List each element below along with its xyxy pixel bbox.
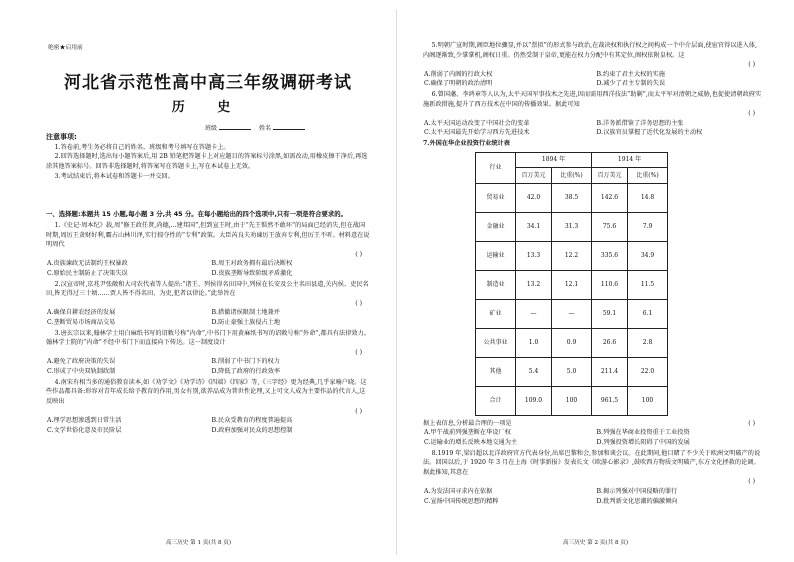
subject-title: 历 史 bbox=[171, 100, 245, 115]
option-c[interactable]: C.确保了明朝的政治清明 bbox=[424, 80, 493, 88]
answer-paren: ( ) bbox=[355, 299, 362, 307]
question-5 bbox=[423, 41, 763, 89]
option-d[interactable]: D.政府加强对民众的思想控制 bbox=[211, 426, 293, 434]
question-stem bbox=[423, 419, 763, 429]
answer-paren: ( ) bbox=[748, 61, 755, 69]
table-cell: 31.3 bbox=[552, 212, 592, 241]
option-d[interactable]: D.降低了政府的行政效率 bbox=[211, 368, 281, 376]
questions-right bbox=[423, 40, 763, 506]
table-cell: 12.2 bbox=[552, 241, 592, 270]
table-cell: 211.4 bbox=[592, 357, 628, 386]
question-stem: 6.曾国藩、李鸿章等人认为,太平天国军事技术之先进,因而需用西洋技法“助剿”,而太平军对清朝之威胁,也促使清朝政府实施新政措施,提升了西方技术在中国的传播效果。据此可知 bbox=[423, 91, 762, 108]
table-cell: 7.9 bbox=[628, 212, 668, 241]
question-3 bbox=[46, 329, 370, 377]
table-row bbox=[476, 270, 668, 299]
table-cell: 2.8 bbox=[628, 328, 668, 357]
table-cell: 13.2 bbox=[516, 270, 552, 299]
options bbox=[46, 357, 370, 376]
option-c[interactable]: C.太平天国最先开始学习西方先进技术 bbox=[424, 129, 530, 137]
table-cell: 22.0 bbox=[628, 357, 668, 386]
table-cell: 59.1 bbox=[592, 299, 628, 328]
table-row-label: 制造业 bbox=[476, 270, 516, 299]
table-cell: 34.9 bbox=[628, 241, 668, 270]
option-a[interactable]: A.理学思想渗透到日常生活 bbox=[47, 417, 122, 425]
question-stem: 4.南宋有相当多的通俗教育读本,如《劝学文》《劝学诗》《四端》《四家》等,《三字经》更为经典,几乎家喻户晓。这些作品都具备:形容对青年成长给予教育的作用,男女有别,欲养品成为普世性论理,又上可文人成为主要作品的代言人,这反映出 bbox=[46, 378, 367, 405]
answer-paren: ( ) bbox=[748, 110, 755, 118]
table-row bbox=[476, 241, 668, 270]
table-row-label: 矿业 bbox=[476, 299, 516, 328]
table-cell: 42.0 bbox=[516, 183, 552, 212]
table-cell: 6.1 bbox=[628, 299, 668, 328]
table-cell: 110.6 bbox=[592, 270, 628, 299]
options bbox=[46, 259, 370, 278]
table-cell: 1.0 bbox=[516, 328, 552, 357]
table-cell: 34.1 bbox=[516, 212, 552, 241]
question-1 bbox=[46, 221, 370, 279]
table-subheader: 比重(%) bbox=[628, 168, 668, 184]
page-footer: 高三历史 第 2 页(共 8 页) bbox=[562, 540, 629, 547]
table-row bbox=[476, 183, 668, 212]
answer-paren: ( ) bbox=[355, 407, 362, 415]
option-a[interactable]: A.贵族谏政无法制约王权暴政 bbox=[47, 260, 128, 268]
option-a[interactable]: A.甲午战前列强垄断在华设厂权 bbox=[424, 429, 511, 437]
table-row-label: 合计 bbox=[476, 386, 516, 415]
table-cell: — bbox=[516, 299, 552, 328]
answer-paren: ( ) bbox=[355, 348, 362, 356]
table-header-industry: 行业 bbox=[476, 152, 516, 183]
option-c[interactable]: C.形成了中央双轨制政制 bbox=[47, 368, 116, 376]
option-c[interactable]: C.原始民主制防止了决策失误 bbox=[47, 269, 128, 277]
notice-item: 3.考试结束后,将本试卷和答题卡一并交回。 bbox=[54, 172, 174, 180]
name-blank bbox=[273, 129, 305, 130]
question-stem: 8.1919 年,梁启超以北洋政府官方代表身份,出席巴黎和会,参加和谈会议。在此期间,他目睹了不少关于欧洲文明破产的说法。回国以后,于 1920 年 3 月在上海《时事新报》发表长文《欧游心影录》,鼓吹西方物质文明破产,东方文化拯救的论调。据此推知,其意在 bbox=[423, 449, 761, 476]
option-a[interactable]: A.确保自耕农经济的发展 bbox=[47, 309, 116, 317]
options bbox=[46, 308, 370, 327]
notice-block bbox=[46, 132, 370, 181]
page-footer: 高三历史 第 1 页(共 8 页) bbox=[165, 540, 232, 547]
table-cell: 75.6 bbox=[592, 212, 628, 241]
table-header-year: 1914 年 bbox=[592, 152, 668, 168]
notice-item: 2.回答选择题时,选出每小题答案后,用 2B 铅笔把答题卡上对应题目的答案标号涂黑,如需改动,用橡皮擦干净后,再选涂其他答案标号。回答非选择题时,将答案写在答题卡上,写在本试卷上无效。 bbox=[46, 153, 368, 171]
table-row bbox=[476, 357, 668, 386]
option-c[interactable]: C.垄断贸易市场商品交易 bbox=[47, 319, 116, 327]
notice-heading: 注意事项: bbox=[46, 133, 77, 141]
question-7 bbox=[423, 139, 763, 416]
question-4 bbox=[46, 378, 370, 436]
table-subheader: 百万美元 bbox=[516, 168, 552, 184]
section-heading: 一、选择题:本题共 15 小题,每小题 3 分,共 45 分。在每小题给出的四个选项中,只有一项是符合要求的。 bbox=[46, 210, 348, 218]
table-cell: 26.6 bbox=[592, 328, 628, 357]
option-a[interactable]: A.避免了政府决策的失误 bbox=[47, 358, 116, 366]
class-blank bbox=[219, 129, 251, 130]
table-cell: 5.0 bbox=[552, 357, 592, 386]
option-c[interactable]: C.文学世俗化意及市民阶层 bbox=[47, 426, 122, 434]
table-cell: 38.5 bbox=[552, 183, 592, 212]
table-row-label: 金融业 bbox=[476, 212, 516, 241]
option-c[interactable]: C.运输业的增长反映本地交通为主 bbox=[424, 438, 518, 446]
options bbox=[423, 119, 763, 138]
table-cell: 109.0 bbox=[516, 386, 552, 415]
table-row-label: 运输业 bbox=[476, 241, 516, 270]
question-8 bbox=[423, 449, 763, 507]
investment-table bbox=[475, 152, 668, 416]
table-row-label: 贸易业 bbox=[476, 183, 516, 212]
table-cell: 0.9 bbox=[552, 328, 592, 357]
options bbox=[423, 487, 763, 506]
table-cell: 11.5 bbox=[628, 270, 668, 299]
option-d[interactable]: D.列强投资增长阻碍了中国的发展 bbox=[596, 438, 690, 446]
question-2 bbox=[46, 280, 370, 328]
question-stem-text: 据上表信息,分析最合理的一项是 bbox=[423, 419, 512, 427]
name-label: 姓名 bbox=[258, 125, 271, 132]
table-cell: 12.1 bbox=[552, 270, 592, 299]
option-d[interactable]: D.减少了君主专制的失误 bbox=[596, 80, 666, 88]
option-b[interactable]: B.周王对政务拥有最后决断权 bbox=[211, 260, 293, 268]
option-a[interactable]: A.太平天国运动改变了中国社会的变革 bbox=[424, 119, 530, 127]
option-d[interactable]: D.防止豪强土族侵占土地 bbox=[211, 319, 281, 327]
table-cell: 335.6 bbox=[592, 241, 628, 270]
table-row-label: 公共事业 bbox=[476, 328, 516, 357]
secret-label: 绝密★启用前 bbox=[48, 45, 83, 51]
table-subheader: 比重(%) bbox=[552, 168, 592, 184]
question-stem: 1.《史记·周本纪》载,周“修王政任贤,尚德,...建邦国”,但到宣王时,由于“先王惧然不敢坏”的局面已经消失,但在战国时期,周厉王贪财好利,霸占山林川泽,实行掠夺性的“专利”政策。大臣芮良夫劝谏厉王放弃专利,但厉王不听。材料意在说明周代 bbox=[46, 221, 370, 249]
option-b[interactable]: B.约束了君主大权的实施 bbox=[596, 70, 665, 78]
table-row-label: 其他 bbox=[476, 357, 516, 386]
table-cell: 100 bbox=[552, 386, 592, 415]
option-b[interactable]: B.揭示列强对中国侵略的罪行 bbox=[596, 487, 678, 495]
table-row bbox=[476, 299, 668, 328]
table-row bbox=[476, 212, 668, 241]
table-cell: — bbox=[552, 299, 592, 328]
options bbox=[423, 70, 763, 89]
option-d[interactable]: D.汉族官员掌握了近代化发展的主动权 bbox=[596, 129, 703, 137]
options bbox=[46, 416, 370, 435]
exam-title: 河北省示范性高中高三年级调研考试 bbox=[64, 73, 352, 93]
option-a[interactable]: A.削弱了内阁的行政大权 bbox=[424, 70, 493, 78]
option-b[interactable]: B.措撤诸侯限制土地兼并 bbox=[211, 309, 280, 317]
table-row bbox=[476, 386, 668, 415]
option-b[interactable]: B.列强在华商业投资重于工业投资 bbox=[596, 429, 690, 437]
questions-left bbox=[46, 208, 370, 435]
table-subheader: 百万美元 bbox=[592, 168, 628, 184]
option-d[interactable]: D.贵族垄断导致阶级矛盾激化 bbox=[211, 269, 293, 277]
option-d[interactable]: D.批判新文化思潮的偏激倾向 bbox=[596, 497, 678, 505]
class-label: 班级 bbox=[205, 125, 218, 132]
table-cell: 142.6 bbox=[592, 183, 628, 212]
table-header-year: 1894 年 bbox=[516, 152, 592, 168]
answer-paren: ( ) bbox=[355, 250, 362, 258]
question-stem: 7.外国在华企业投资行业统计表 bbox=[423, 140, 510, 148]
question-stem: 3.唐玄宗以来,翰林学士用白麻纸书写的诏敕号称“内命”,中书门下用黄麻纸书写的诏敕号称“外命”,都具有法律效力。翰林学士院的“内命”不经中书门下而直接向下传达。这一制度设计 bbox=[46, 329, 370, 347]
notice-item: 1.答卷前,考生务必将自己的姓名、班级和考号填写在答题卡上。 bbox=[54, 143, 230, 151]
option-b[interactable]: B.削弱了中书门下的权力 bbox=[211, 358, 280, 366]
table-cell: 5.4 bbox=[516, 357, 552, 386]
table-cell: 961.5 bbox=[592, 386, 628, 415]
question-7-prompt bbox=[423, 419, 763, 448]
table-cell: 13.3 bbox=[516, 241, 552, 270]
answer-paren: ( ) bbox=[748, 478, 755, 486]
option-c[interactable]: C.宣扬中国传统思想的精粹 bbox=[424, 497, 499, 505]
option-a[interactable]: A.为发法国寻求内在依据 bbox=[424, 487, 493, 495]
question-stem: 5.明朝广宣时期,阁臣地位骤显,并以“票拟”的形式参与政治,在裁决权和执行权之间构成一个中介层面,使宦官得以进入体,内阁逐渐致,少掌掌机,阁权日重。仍然受制于皇帝,更能在权力分配中有其定位,阁权依附皇权。这 bbox=[423, 42, 757, 59]
option-b[interactable]: B.洋务派借鉴了洋务思想的主张 bbox=[596, 119, 684, 127]
question-stem: 2.汉宣帝时,京兆尹张敞和大司农代表等人提出:“诸王、列侯得名田国中,列侯在长安及公主名田县道,关内侯、吏民名田,皆无得过三十顷……贾人皆不得名田、为吏,犯者以律论。”此举旨在 bbox=[46, 280, 369, 298]
option-b[interactable]: B.民众受教育的程度普遍提高 bbox=[211, 417, 293, 425]
answer-paren: ( ) bbox=[748, 419, 755, 427]
table-cell: 14.8 bbox=[628, 183, 668, 212]
options bbox=[423, 428, 763, 447]
question-6 bbox=[423, 90, 763, 138]
table-row bbox=[476, 328, 668, 357]
right-page bbox=[397, 0, 794, 562]
table-cell: 100 bbox=[628, 386, 668, 415]
